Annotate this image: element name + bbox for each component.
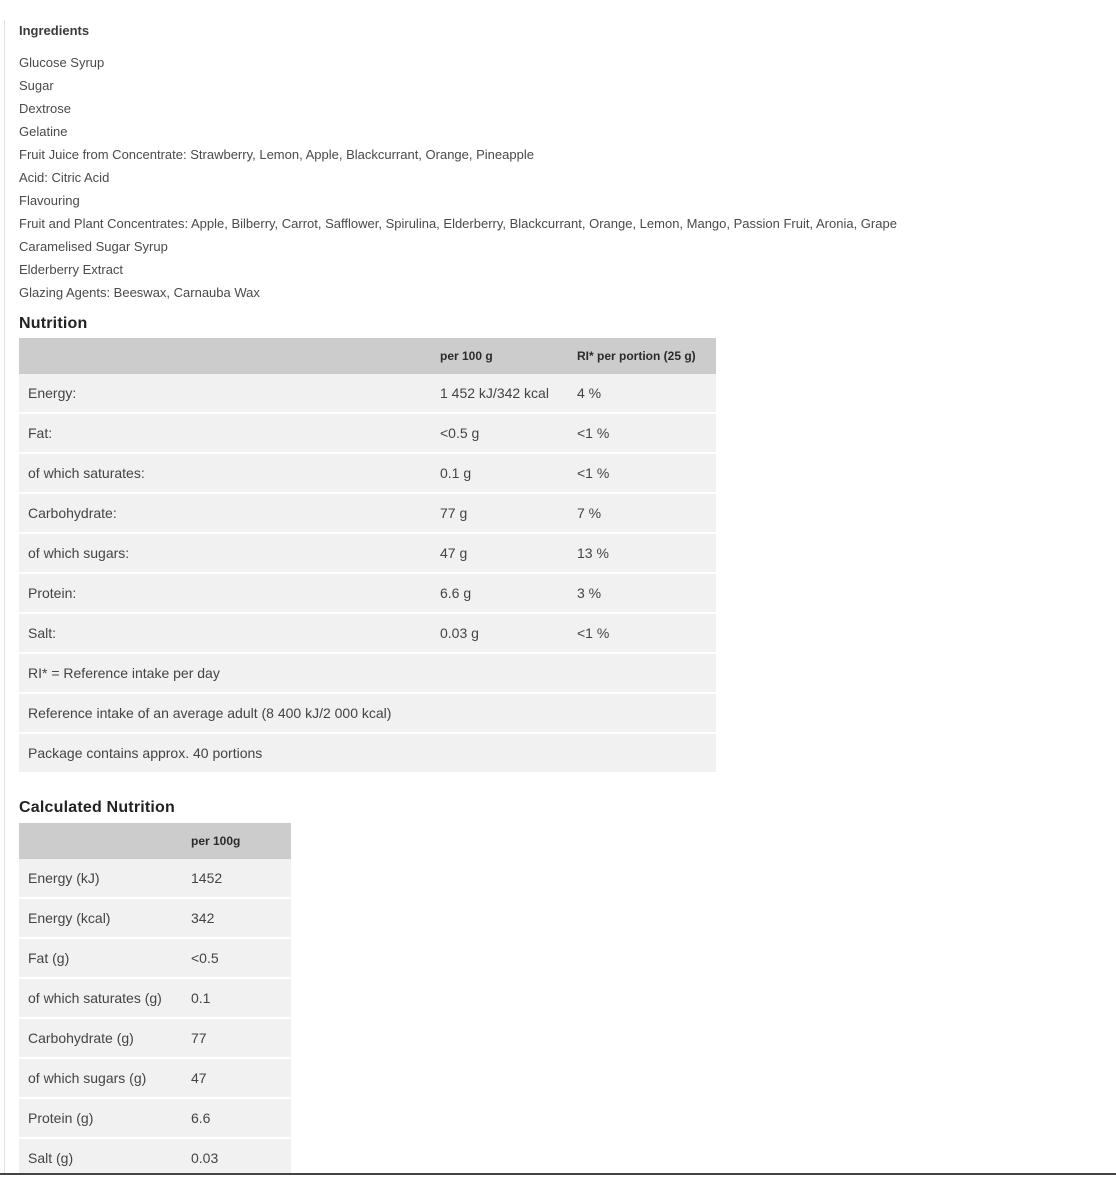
calc-nutrient-value: 0.1 <box>191 990 211 1006</box>
calc-nutrient-value: <0.5 <box>191 950 219 966</box>
nutrient-name: Carbohydrate: <box>28 505 117 521</box>
table-row <box>19 413 716 453</box>
table-row <box>19 859 291 898</box>
ingredient-item: Dextrose <box>19 101 72 116</box>
note-row <box>19 693 716 733</box>
nutrient-per100g: <0.5 g <box>440 425 480 441</box>
table-row <box>19 533 716 573</box>
nutrient-per100g: 0.1 g <box>440 465 472 481</box>
ingredient-item: Fruit and Plant Concentrates: Apple, Bilberry, Carrot, Safflower, Spirulina, Elderberry, Blackcurrant, Orange, Lemon, Mango, Passion Fruit, Aronia, Grape <box>19 216 897 231</box>
calc-nutrient-name: Protein (g) <box>28 1110 94 1126</box>
table-row <box>19 938 291 978</box>
calc-nutrient-value: 342 <box>191 910 215 926</box>
table-row <box>19 1138 291 1178</box>
calc-nutrient-name: Energy (kJ) <box>28 870 100 886</box>
nutrient-ri: 4 % <box>577 385 602 401</box>
ri-note: RI* = Reference intake per day <box>28 665 220 681</box>
nutrient-ri: 7 % <box>577 505 602 521</box>
table-row <box>19 453 716 493</box>
ingredients-list <box>19 53 1099 306</box>
ingredient-item: Caramelised Sugar Syrup <box>19 239 168 254</box>
nutrition-header-ri: RI* per portion (25 g) <box>577 349 696 363</box>
nutrient-name: of which sugars: <box>28 545 130 561</box>
nutrient-per100g: 6.6 g <box>440 585 472 601</box>
nutrition-header-nutrient <box>19 338 436 374</box>
nutrient-name: Protein: <box>28 585 77 601</box>
ingredient-item: Glazing Agents: Beeswax, Carnauba Wax <box>19 285 260 300</box>
calculated-nutrition-title: Calculated Nutrition <box>19 799 176 816</box>
table-row <box>19 613 716 653</box>
ingredient-item: Gelatine <box>19 124 68 139</box>
ingredient-item: Elderberry Extract <box>19 262 124 277</box>
nutrient-ri: 13 % <box>577 545 609 561</box>
calculated-header-nutrient <box>19 823 187 859</box>
nutrition-table <box>19 338 716 774</box>
nutrient-per100g: 1 452 kJ/342 kcal <box>440 385 549 401</box>
nutrient-per100g: 0.03 g <box>440 625 479 641</box>
table-row <box>19 1058 291 1098</box>
ingredient-item: Glucose Syrup <box>19 55 105 70</box>
ingredient-item: Fruit Juice from Concentrate: Strawberry, Lemon, Apple, Blackcurrant, Orange, Pineapple <box>19 147 534 162</box>
nutrient-name: Energy: <box>28 385 77 401</box>
nutrient-ri: <1 % <box>577 425 610 441</box>
note-row <box>19 733 716 773</box>
calculated-header-per100g: per 100g <box>191 834 241 848</box>
table-row <box>19 1018 291 1058</box>
calc-nutrient-name: of which saturates (g) <box>28 990 162 1006</box>
product-details <box>19 22 1099 1179</box>
table-row <box>19 374 716 413</box>
calc-nutrient-name: Fat (g) <box>28 950 70 966</box>
portions-note: Package contains approx. 40 portions <box>28 745 263 761</box>
nutrient-name: Fat: <box>28 425 53 441</box>
calc-nutrient-name: Energy (kcal) <box>28 910 111 926</box>
ingredient-item: Acid: Citric Acid <box>19 170 110 185</box>
ingredient-item: Flavouring <box>19 193 80 208</box>
nutrient-per100g: 47 g <box>440 545 468 561</box>
nutrition-header-row <box>19 338 716 374</box>
calc-nutrient-name: Carbohydrate (g) <box>28 1030 134 1046</box>
table-row <box>19 493 716 533</box>
table-row <box>19 573 716 613</box>
calc-nutrient-value: 6.6 <box>191 1110 211 1126</box>
table-row <box>19 978 291 1018</box>
table-row <box>19 898 291 938</box>
calculated-header-row <box>19 823 291 859</box>
nutrient-per100g: 77 g <box>440 505 468 521</box>
nutrient-name: of which saturates: <box>28 465 145 481</box>
nutrient-name: Salt: <box>28 625 57 641</box>
reference-intake-note: Reference intake of an average adult (8 400 kJ/2 000 kcal) <box>28 705 392 721</box>
ingredient-item: Sugar <box>19 78 54 93</box>
calc-nutrient-value: 1452 <box>191 870 223 886</box>
calc-nutrient-name: of which sugars (g) <box>28 1070 147 1086</box>
table-row <box>19 1098 291 1138</box>
calc-nutrient-value: 77 <box>191 1030 207 1046</box>
calculated-nutrition-table <box>19 823 291 1179</box>
bottom-edge <box>0 1175 1116 1182</box>
note-row <box>19 653 716 693</box>
calc-nutrient-value: 47 <box>191 1070 207 1086</box>
left-divider <box>4 20 5 1175</box>
nutrition-header-per100g: per 100 g <box>440 349 493 363</box>
nutrition-title: Nutrition <box>19 315 88 332</box>
ingredients-title: Ingredients <box>19 23 90 38</box>
calc-nutrient-value: 0.03 <box>191 1150 219 1166</box>
calc-nutrient-name: Salt (g) <box>28 1150 74 1166</box>
nutrient-ri: <1 % <box>577 465 610 481</box>
nutrient-ri: <1 % <box>577 625 610 641</box>
nutrient-ri: 3 % <box>577 585 602 601</box>
